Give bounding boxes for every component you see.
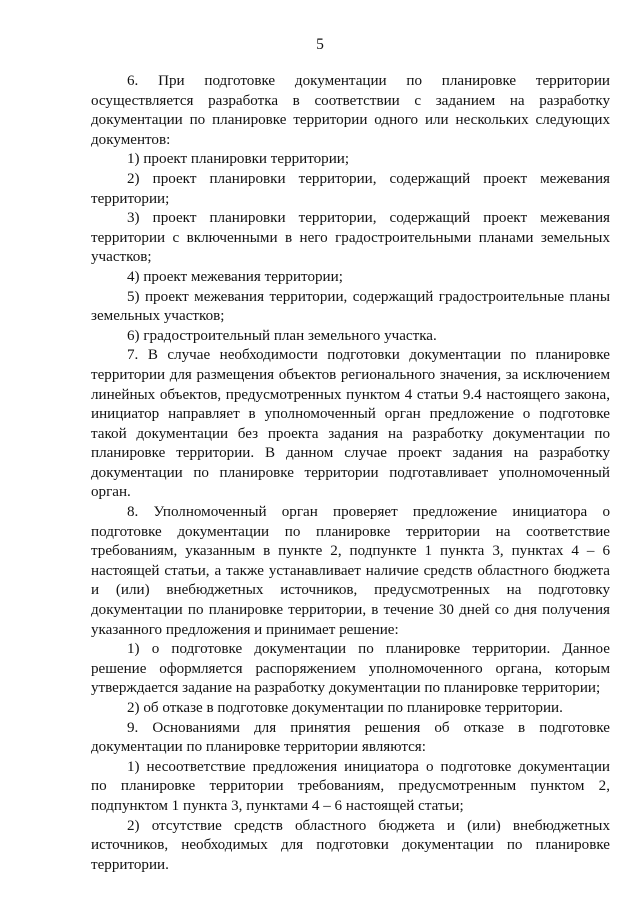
refusal-ground-1: 1) несоответствие предложения инициатора о подготовке документации по планировке территории требованиям, предусмотренным пунктом 2, подпунктом 1 пункта 3, пунктами 4 – 6 настоящей статьи;: [91, 758, 610, 814]
decision-item-1: 1) о подготовке документации по планировке территории. Данное решение оформляется распоряжением уполномоченного органа, которым утверждается задание на разработку документации по планировке территории;: [91, 641, 610, 697]
list-item-2: 2) проект планировки территории, содержащий проект межевания территории;: [91, 170, 610, 207]
list-item-3: 3) проект планировки территории, содержащий проект межевания территории с включенными в него градостроительными планами земельных участков;: [91, 210, 610, 266]
paragraph-item-7: 7. В случае необходимости подготовки документации по планировке территории для размещения объектов регионального значения, за исключением линейных объектов, предусмотренных пунктом 4 статьи 9.4 настоящего закона, инициатор направляет в уполномоченный орган предложение о подготовке такой документации без проекта задания на разработку документации по планировке территории. В данном случае проект задания на разработку документации по планировке территории подготавливает уполномоченный орган.: [91, 347, 610, 501]
list-item-1: 1) проект планировки территории;: [127, 151, 350, 168]
document-body: [91, 72, 610, 875]
paragraph-item-8: 8. Уполномоченный орган проверяет предложение инициатора о подготовке документации по планировке территории на соответствие требованиям, указанным в пункте 2, подпункте 1 пункта 3, пунктах 4 – 6 настоящей статьи, а также устанавливает наличие средств областного бюджета и (или) внебюджетных источников, предусмотренных на подготовку документации по планировке территории, в течение 30 дней со дня получения указанного предложения и принимает решение:: [91, 504, 610, 638]
list-item-5: 5) проект межевания территории, содержащий градостроительные планы земельных участков;: [91, 288, 610, 325]
paragraph-item-6: 6. При подготовке документации по планировке территории осуществляется разработка в соответствии с заданием на разработку документации по планировке территории одного или нескольких следующих документов:: [91, 73, 610, 148]
list-item-4: 4) проект межевания территории;: [127, 268, 343, 285]
page-number: 5: [316, 36, 324, 53]
refusal-ground-2: 2) отсутствие средств областного бюджета и (или) внебюджетных источников, необходимых для подготовки документации по планировке территории.: [91, 817, 610, 873]
list-item-6: 6) градостроительный план земельного участка.: [127, 327, 437, 344]
decision-item-2: 2) об отказе в подготовке документации по планировке территории.: [127, 700, 563, 716]
paragraph-item-9: 9. Основаниями для принятия решения об отказе в подготовке документации по планировке территории являются:: [91, 719, 610, 756]
